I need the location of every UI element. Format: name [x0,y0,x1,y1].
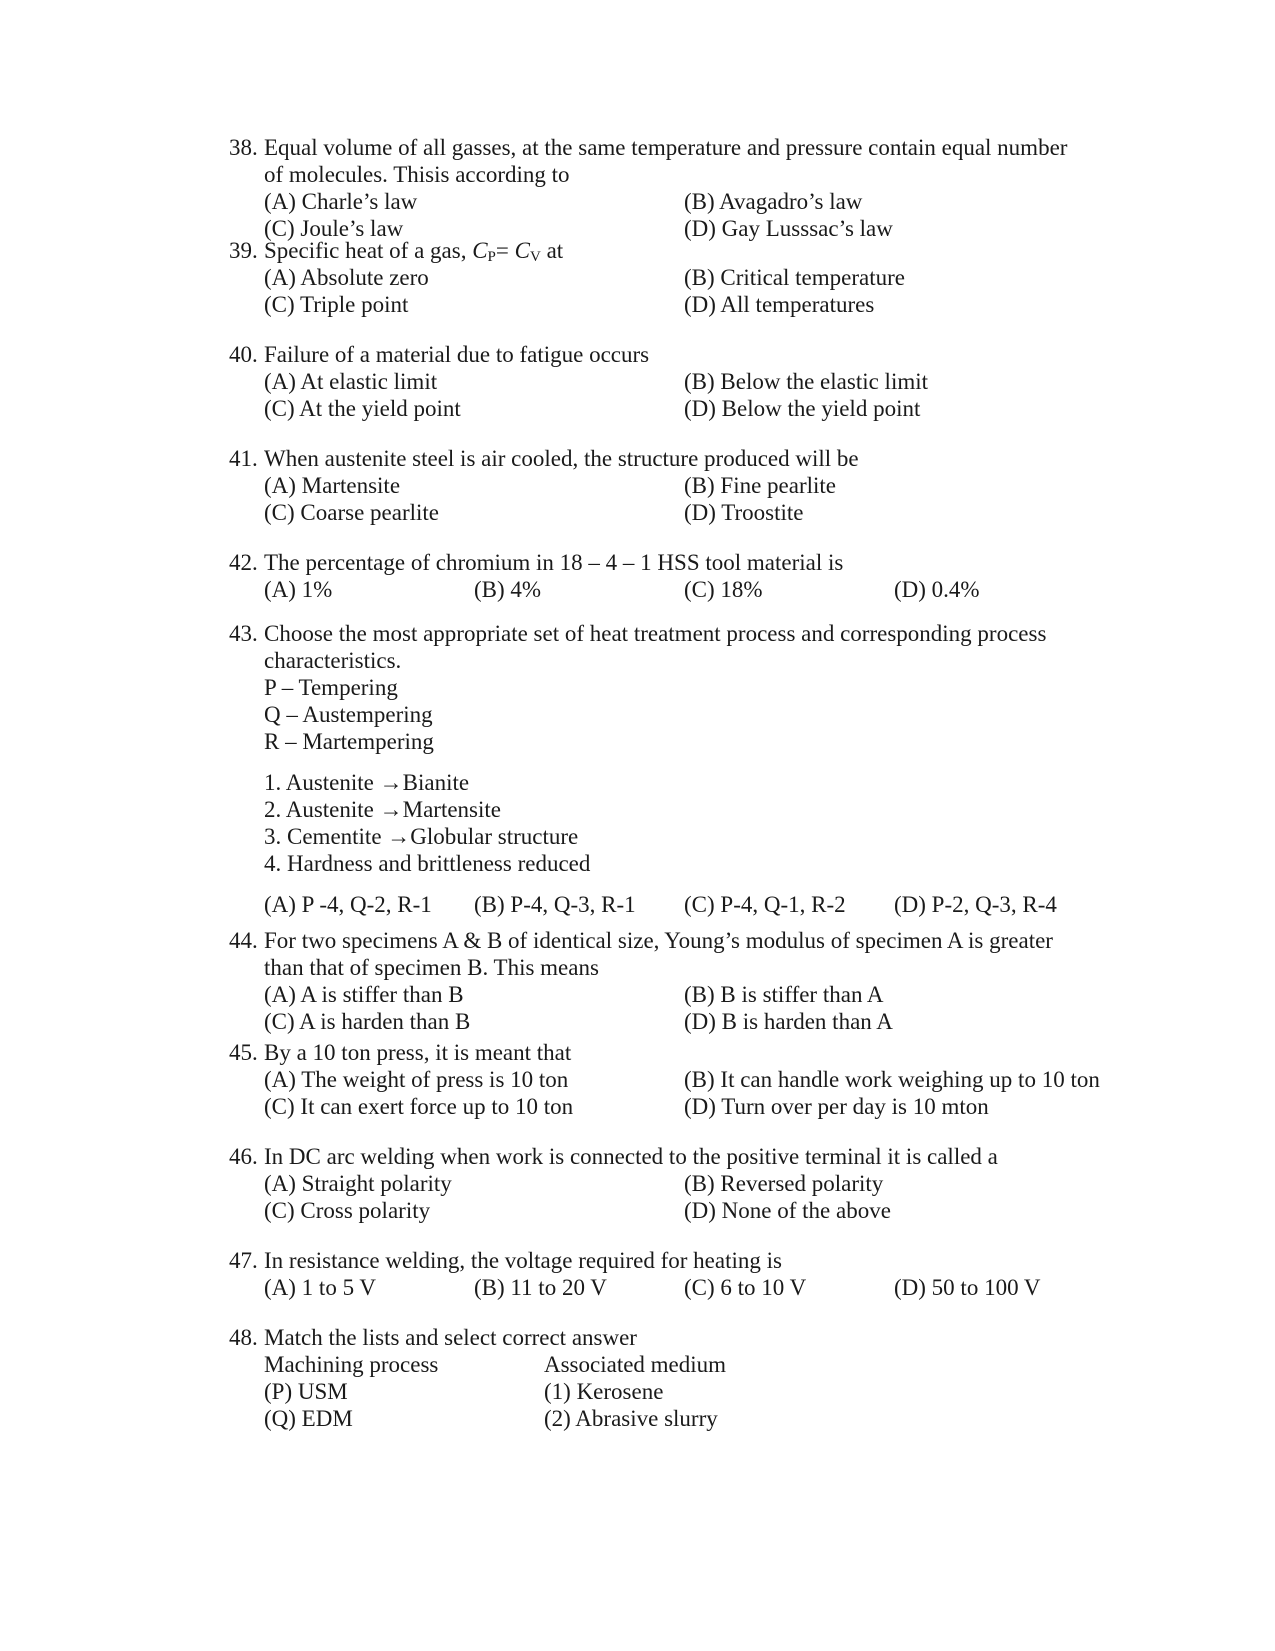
question-45 [229,1039,1100,1120]
question-stem: Choose the most appropriate set of heat treatment process and corresponding process [264,621,1047,646]
option-c: (C) It can exert force up to 10 ton [264,1094,574,1119]
question-stem: In resistance welding, the voltage required for heating is [264,1248,782,1273]
question-48 [229,1324,1089,1432]
option-c: (C) Cross polarity [264,1198,431,1223]
option-a: (A) 1 to 5 V [264,1275,377,1300]
option-c: (C) P-4, Q-1, R-2 [684,892,846,917]
option-d: (D) P-2, Q-3, R-4 [894,892,1057,917]
question-stem: In DC arc welding when work is connected to the positive terminal it is called a [264,1144,998,1169]
option-d: (D) Troostite [684,500,804,525]
question-stem: Equal volume of all gasses, at the same temperature and pressure contain equal number [264,135,1068,160]
list-item-4: 4. Hardness and brittleness reduced [264,851,591,876]
option-a: (A) P -4, Q-2, R-1 [264,892,432,917]
option-a: (A) The weight of press is 10 ton [264,1067,569,1092]
option-b: (B) Reversed polarity [684,1171,884,1196]
question-number: 42. [229,550,258,575]
option-c: (C) Coarse pearlite [264,500,439,525]
option-c: (C) Joule’s law [264,216,404,241]
option-b: (B) Below the elastic limit [684,369,929,394]
question-47 [229,1247,1089,1301]
option-d: (D) 0.4% [894,577,980,602]
option-c: (C) 18% [684,577,763,602]
question-number: 39. [229,238,258,263]
option-d: (D) Below the yield point [684,396,921,421]
question-stem: Failure of a material due to fatigue occurs [264,342,650,367]
option-a: (A) Absolute zero [264,265,429,290]
option-c: (C) Triple point [264,292,409,317]
question-number: 45. [229,1040,258,1065]
question-stem: The percentage of chromium in 18 – 4 – 1 HSS tool material is [264,550,844,575]
question-stem: When austenite steel is air cooled, the structure produced will be [264,446,859,471]
question-number: 47. [229,1248,258,1273]
question-number: 46. [229,1144,258,1169]
question-46 [229,1143,1089,1224]
question-40 [229,341,1089,422]
list-item-q: (Q) EDM [264,1406,353,1431]
list-item-1: (1) Kerosene [544,1379,664,1404]
option-c: (C) A is harden than B [264,1009,471,1034]
option-d: (D) Turn over per day is 10 mton [684,1094,989,1119]
list-item-2: (2) Abrasive slurry [544,1406,718,1431]
list-item-2: 2. Austenite →Martensite [264,797,501,822]
list-header-medium: Associated medium [544,1352,727,1377]
question-42 [229,549,1089,603]
list-item-3: 3. Cementite →Globular structure [264,824,579,849]
option-d: (D) Gay Lusssac’s law [684,216,893,241]
option-a: (A) At elastic limit [264,369,438,394]
option-b: (B) 11 to 20 V [474,1275,607,1300]
option-a: (A) Martensite [264,473,401,498]
option-a: (A) Charle’s law [264,189,418,214]
question-stem: of molecules. Thisis according to [264,162,570,187]
option-a: (A) Straight polarity [264,1171,452,1196]
question-number: 41. [229,446,258,471]
question-41 [229,445,1089,526]
question-number: 48. [229,1325,258,1350]
list-item-r: R – Martempering [264,729,434,754]
list-item-q: Q – Austempering [264,702,433,727]
option-b: (B) It can handle work weighing up to 10 ton [684,1067,1100,1092]
option-d: (D) All temperatures [684,292,875,317]
option-b: (B) Avagadro’s law [684,189,863,214]
option-a: (A) A is stiffer than B [264,982,464,1007]
option-d: (D) None of the above [684,1198,891,1223]
question-43 [229,620,1089,918]
question-number: 38. [229,135,258,160]
option-c: (C) 6 to 10 V [684,1275,807,1300]
question-stem: characteristics. [264,648,402,673]
option-b: (B) P-4, Q-3, R-1 [474,892,636,917]
list-item-p: (P) USM [264,1379,348,1404]
option-d: (D) B is harden than A [684,1009,893,1034]
option-b: (B) B is stiffer than A [684,982,884,1007]
question-38 [229,134,1089,242]
question-number: 44. [229,928,258,953]
list-item-1: 1. Austenite →Bianite [264,770,470,795]
option-b: (B) Fine pearlite [684,473,837,498]
question-44 [229,927,1089,1035]
list-item-p: P – Tempering [264,675,398,700]
option-b: (B) Critical temperature [684,265,905,290]
option-a: (A) 1% [264,577,333,602]
question-stem: By a 10 ton press, it is meant that [264,1040,572,1065]
question-stem: Match the lists and select correct answer [264,1325,637,1350]
option-b: (B) 4% [474,577,542,602]
question-stem: than that of specimen B. This means [264,955,599,980]
question-stem: Specific heat of a gas, $C_P= C_V$ at [264,238,564,265]
option-d: (D) 50 to 100 V [894,1275,1041,1300]
question-number: 40. [229,342,258,367]
option-c: (C) At the yield point [264,396,461,421]
list-header-process: Machining process [264,1352,439,1377]
question-39 [229,237,1089,318]
question-number: 43. [229,621,258,646]
question-stem: For two specimens A & B of identical size, Young’s modulus of specimen A is greater [264,928,1053,953]
